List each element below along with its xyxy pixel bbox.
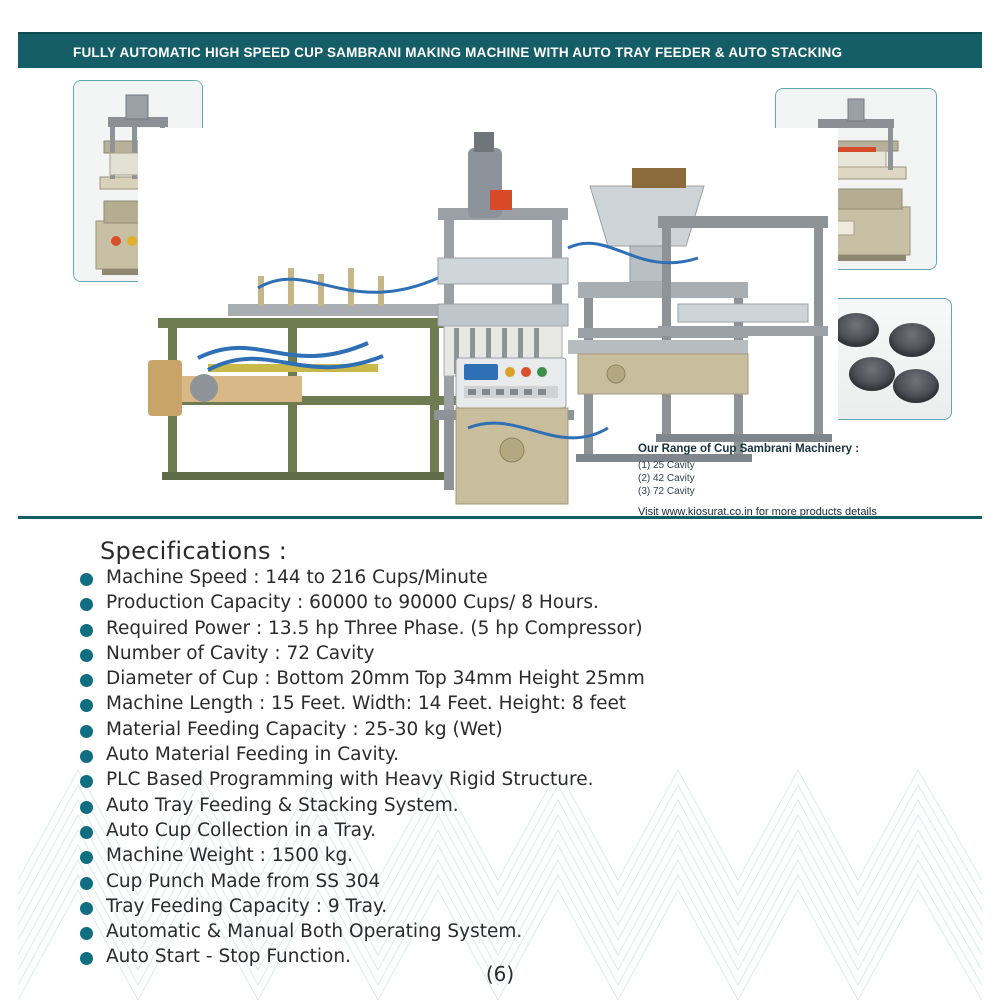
spec-item: Auto Cup Collection in a Tray. bbox=[70, 820, 962, 841]
cup-sample bbox=[849, 357, 895, 391]
specifications-area bbox=[18, 519, 982, 1000]
spec-item: Diameter of Cup : Bottom 20mm Top 34mm Height 25mm bbox=[70, 668, 962, 689]
specifications-list bbox=[70, 567, 962, 972]
spec-item: Tray Feeding Capacity : 9 Tray. bbox=[70, 896, 962, 917]
right-margin bbox=[982, 0, 1000, 1000]
spec-item: Machine Length : 15 Feet. Width: 14 Feet. Height: 8 feet bbox=[70, 693, 962, 714]
spec-item: Auto Material Feeding in Cavity. bbox=[70, 744, 962, 765]
website-note: Visit www.kiosurat.co.in for more products details bbox=[638, 506, 877, 518]
range-item-3: (3) 72 Cavity bbox=[638, 486, 695, 497]
spec-item: PLC Based Programming with Heavy Rigid Structure. bbox=[70, 769, 962, 790]
cup-sample bbox=[833, 313, 879, 347]
range-title: Our Range of Cup Sambrani Machinery : bbox=[638, 443, 860, 455]
header-banner bbox=[18, 32, 982, 70]
spec-item: Auto Start - Stop Function. bbox=[70, 946, 962, 967]
spec-item: Required Power : 13.5 hp Three Phase. (5 hp Compressor) bbox=[70, 618, 962, 639]
page-number: (6) bbox=[485, 962, 515, 986]
specifications-heading: Specifications : bbox=[100, 537, 288, 565]
range-item-1: (1) 25 Cavity bbox=[638, 460, 695, 471]
spec-item: Cup Punch Made from SS 304 bbox=[70, 871, 962, 892]
spec-item: Machine Weight : 1500 kg. bbox=[70, 845, 962, 866]
spec-item: Automatic & Manual Both Operating System. bbox=[70, 921, 962, 942]
range-item-2: (2) 42 Cavity bbox=[638, 473, 695, 484]
product-photo-area bbox=[18, 68, 982, 519]
left-margin bbox=[0, 0, 18, 1000]
machinery-range-block bbox=[638, 443, 968, 518]
spec-item: Number of Cavity : 72 Cavity bbox=[70, 643, 962, 664]
spec-item: Material Feeding Capacity : 25-30 kg (Wet) bbox=[70, 719, 962, 740]
cup-sample bbox=[889, 323, 935, 357]
page-title: FULLY AUTOMATIC HIGH SPEED CUP SAMBRANI MAKING MACHINE WITH AUTO TRAY FEEDER & AUTO STACKING bbox=[73, 44, 843, 60]
spec-item: Production Capacity : 60000 to 90000 Cups/ 8 Hours. bbox=[70, 592, 962, 613]
cup-sample bbox=[893, 369, 939, 403]
spec-item: Auto Tray Feeding & Stacking System. bbox=[70, 795, 962, 816]
spec-item: Machine Speed : 144 to 216 Cups/Minute bbox=[70, 567, 962, 588]
